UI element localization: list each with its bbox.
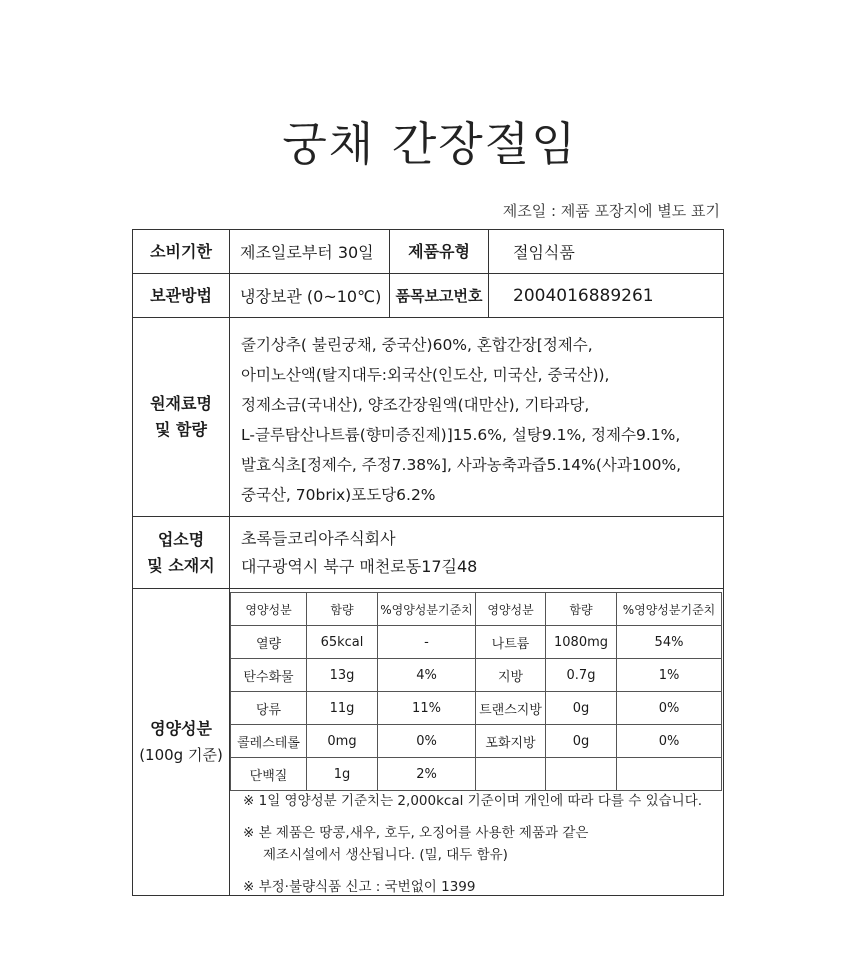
note-line: ※ 부정·불량식품 신고 : 국번없이 1399 xyxy=(243,879,476,895)
product-title: 궁채 간장절임 xyxy=(282,117,578,171)
table-cell xyxy=(476,758,546,791)
nutrition-notes xyxy=(243,790,702,898)
table-cell: 포화지방 xyxy=(476,725,546,758)
ingredients-label xyxy=(133,318,229,516)
manufacture-date-note: 제조일 : 제품 포장지에 별도 표기 xyxy=(502,202,720,220)
table-cell: 1080mg xyxy=(546,626,617,659)
table-cell: 지방 xyxy=(476,659,546,692)
table-cell: 0.7g xyxy=(546,659,617,692)
storage-value: 냉장보관 (0~10℃) xyxy=(240,287,382,306)
storage-label: 보관방법 xyxy=(150,285,212,305)
table-cell xyxy=(546,758,617,791)
product-type-label: 제품유형 xyxy=(408,241,470,261)
table-cell xyxy=(617,758,722,791)
report-number-label: 품목보고번호 xyxy=(395,286,483,305)
table-cell: 0% xyxy=(617,692,722,725)
shelf-life-value: 제조일로부터 30일 xyxy=(240,243,374,262)
nutrition-table xyxy=(230,592,722,791)
table-cell: - xyxy=(378,626,476,659)
company-address: 대구광역시 북구 매천로동17길48 xyxy=(241,557,478,576)
table-cell: 0g xyxy=(546,725,617,758)
table-cell: 0mg xyxy=(307,725,378,758)
table-row xyxy=(231,659,722,692)
table-row xyxy=(231,725,722,758)
column-header: 영양성분 xyxy=(231,593,307,626)
ingredients-label-line: 원재료명 xyxy=(150,394,212,413)
column-header: 영양성분 xyxy=(476,593,546,626)
divider xyxy=(229,230,230,895)
nutrition-label-line: 영양성분 xyxy=(150,719,212,738)
table-cell: 65kcal xyxy=(307,626,378,659)
product-type-value: 절임식품 xyxy=(513,243,575,262)
table-cell: 0g xyxy=(546,692,617,725)
note-line: ※ 본 제품은 땅콩,새우, 호두, 오징어를 사용한 제품과 같은 xyxy=(243,825,589,841)
table-row xyxy=(231,758,722,791)
column-header: %영양성분기준치 xyxy=(617,593,722,626)
company-label-line: 업소명 xyxy=(157,529,205,549)
ingredients-line: 아미노산액(탈지대두:외국산(인도산, 미국산, 중국산)), xyxy=(241,366,610,384)
company-name: 초록들코리아주식회사 xyxy=(241,529,396,548)
company-label-line: 및 소재지 xyxy=(147,555,215,575)
column-header: 함량 xyxy=(307,593,378,626)
table-cell: 탄수화물 xyxy=(231,659,307,692)
table-cell: 콜레스테롤 xyxy=(231,725,307,758)
ingredients-line: 줄기상추( 불린궁채, 중국산)60%, 혼합간장[정제수, xyxy=(241,336,593,354)
company-label xyxy=(133,517,229,588)
ingredients-line: 발효식초[정제수, 주정7.38%], 사과농축과즙5.14%(사과100%, xyxy=(241,456,682,474)
table-cell: 54% xyxy=(617,626,722,659)
ingredients-line: 정제소금(국내산), 양조간장원액(대만산), 기타과당, xyxy=(241,396,590,414)
table-cell: 1g xyxy=(307,758,378,791)
table-cell: 나트륨 xyxy=(476,626,546,659)
table-cell: 0% xyxy=(617,725,722,758)
table-cell: 13g xyxy=(307,659,378,692)
note-line: ※ 1일 영양성분 기준치는 2,000kcal 기준이며 개인에 따라 다를 수 있습니다. xyxy=(243,793,703,809)
table-cell: 11% xyxy=(378,692,476,725)
report-number-value: 2004016889261 xyxy=(513,285,654,306)
table-cell: 열량 xyxy=(231,626,307,659)
company-info xyxy=(241,525,477,581)
column-header: 함량 xyxy=(546,593,617,626)
shelf-life-label: 소비기한 xyxy=(150,241,212,261)
product-info-table xyxy=(132,229,724,896)
table-cell: 트랜스지방 xyxy=(476,692,546,725)
table-cell: 0% xyxy=(378,725,476,758)
nutrition-label xyxy=(133,589,229,895)
table-cell: 2% xyxy=(378,758,476,791)
ingredients-label-line: 및 함량 xyxy=(155,420,207,439)
table-cell: 1% xyxy=(617,659,722,692)
nutrition-header-row xyxy=(231,593,722,626)
table-cell: 당류 xyxy=(231,692,307,725)
table-row xyxy=(231,626,722,659)
nutrition-label-line: (100g 기준) xyxy=(139,746,223,764)
note-line: 제조시설에서 생산됩니다. (밀, 대두 함유) xyxy=(263,847,508,863)
table-row xyxy=(231,692,722,725)
table-cell: 11g xyxy=(307,692,378,725)
table-cell: 단백질 xyxy=(231,758,307,791)
table-cell: 4% xyxy=(378,659,476,692)
ingredients-list xyxy=(241,330,681,510)
column-header: %영양성분기준치 xyxy=(378,593,476,626)
ingredients-line: 중국산, 70brix)포도당6.2% xyxy=(241,486,436,504)
ingredients-line: L-글루탐산나트륨(향미증진제)]15.6%, 설탕9.1%, 정제수9.1%, xyxy=(241,426,681,444)
